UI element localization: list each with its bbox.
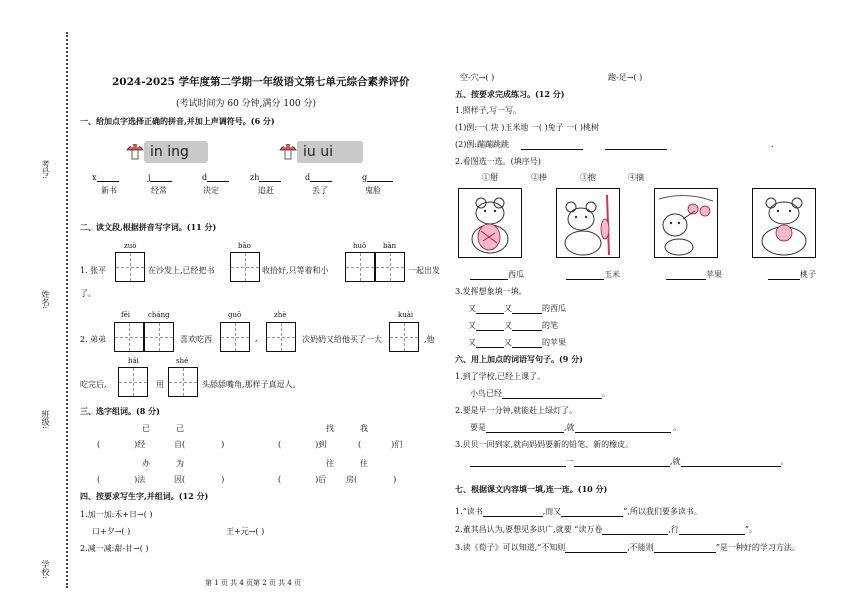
text-fill-1: 1.“读书 ,而又 ”,所以我们要多读书。	[455, 507, 702, 516]
writing-grid[interactable]	[118, 367, 148, 397]
name-label: 姓名:	[41, 290, 50, 309]
section3-heading: 三、选字组词。(8 分)	[80, 406, 160, 416]
task-2: 2.看图选一选。(填序号)	[455, 157, 541, 166]
section7-heading: 七、根据课文内容填一填,连一连。(10 分)	[455, 484, 608, 494]
section6-heading: 六、用上加点的词语写句子。(9 分)	[455, 354, 583, 364]
passage-line-1d: 一起出发	[408, 266, 440, 275]
text-fill-3: 3.读《荀子》可以知道,“不知则 ,不能则 ”是一种好的学习方法。	[455, 543, 800, 552]
example-2: (2)例:蹦蹦跳跳 .	[455, 140, 774, 149]
char-option: 住	[360, 459, 368, 468]
mushroom-icon	[126, 141, 144, 161]
option-2: ②捧	[531, 173, 547, 182]
pinyin-kuai: kuài	[398, 311, 414, 319]
option-4: ④摘	[628, 173, 644, 182]
word-1: 新书	[101, 186, 117, 195]
char-option: 办	[142, 459, 150, 468]
writing-grid[interactable]	[144, 322, 174, 352]
sentence-2-answer: 要是 ,就 。	[470, 423, 682, 432]
pinyin-chang: cháng	[148, 311, 170, 319]
passage-line-2b: 喜欢吃西	[180, 335, 212, 344]
char-sub-3: 跑-足→( )	[608, 73, 643, 82]
word-2: 经常	[151, 186, 167, 195]
char-option: 已	[142, 424, 150, 433]
char-option: 己	[176, 424, 184, 433]
sentence-1: 1.到了学校,已经上课了。	[455, 372, 546, 381]
class-label: 班级:	[41, 410, 50, 429]
pinyin-zhe: zhè	[274, 311, 287, 319]
section1-heading: 一、给加点字选择正确的拼音,并加上声调符号。(6 分)	[80, 116, 275, 126]
imag-line-1: 又 又 的西瓜	[468, 304, 566, 313]
fill-word: 自( )	[174, 440, 225, 449]
fill-word: ( )到	[278, 440, 327, 449]
bear-peach-picture	[752, 188, 816, 258]
sentence-2: 2.要是早一分钟,就能赶上绿灯了。	[455, 406, 578, 415]
fill-word: 因( )	[174, 475, 225, 484]
pinyin-she: shé	[176, 357, 189, 365]
pinyin-hai: hái	[128, 357, 139, 365]
monkey-apple-picture	[654, 188, 718, 258]
writing-grid[interactable]	[220, 322, 250, 352]
mushroom-icon	[279, 141, 297, 161]
passage-line-2c: ,	[255, 334, 258, 343]
option-1: ①掰	[482, 173, 498, 182]
pinyin-choice-iu-ui: iu ui	[297, 141, 363, 163]
fill-word: ( )们	[358, 440, 403, 449]
blank-3: d	[202, 172, 229, 182]
passage-line-1a: 1. 张平	[80, 266, 107, 275]
option-3: ③抱	[580, 173, 596, 182]
char-sub-2: 空-穴→( )	[460, 73, 495, 82]
pinyin-choice-in-ing: in ing	[144, 141, 208, 163]
blank-6: g	[362, 172, 393, 182]
school-label: 学校:	[41, 560, 50, 579]
char-option: 我	[360, 424, 368, 433]
imag-line-2: 又 又 的笔	[468, 321, 558, 330]
pinyin-huo: huǒ	[353, 242, 367, 250]
writing-grid[interactable]	[114, 322, 144, 352]
fill-word: 房( )	[346, 475, 397, 484]
writing-grid[interactable]	[375, 252, 405, 282]
fruit-blank-4: 桃子	[768, 269, 816, 280]
fruit-blank-2: 玉米	[566, 269, 620, 280]
example-1: (1)例:一( 块 )玉米地 一( )兔子 一( )桃树	[455, 123, 600, 132]
passage-line-2e: ,他	[424, 335, 435, 344]
char-option: 往	[326, 459, 334, 468]
sentence-1-answer: 小鸟已经 。	[470, 389, 610, 398]
writing-grid[interactable]	[389, 322, 419, 352]
blank-4: zh	[250, 172, 281, 182]
writing-grid[interactable]	[115, 252, 145, 282]
passage-line-2a: 2. 弟弟	[80, 335, 107, 344]
writing-grid[interactable]	[266, 322, 296, 352]
char-sub-1: 2.减一减:甜-甘→( )	[80, 544, 149, 553]
blank-2: j	[148, 172, 172, 182]
passage-line-3b: 用	[156, 380, 164, 389]
section2-heading: 二、读文段,根据拼音写字词。(11 分)	[80, 222, 217, 232]
task-3: 3.发挥想象填一填。	[455, 287, 527, 296]
word-6: 鬼脸	[365, 186, 381, 195]
passage-line-3c: 头舔舔嘴角,那样子真逗人。	[202, 380, 301, 389]
bear-corn-picture	[556, 188, 620, 258]
passage-line-1e: 了。	[80, 289, 96, 298]
char-option: 为	[176, 459, 184, 468]
writing-grid[interactable]	[345, 252, 375, 282]
exam-number-label: 考号:	[41, 160, 50, 179]
passage-line-3a: 吃完后,	[80, 380, 107, 389]
section4-heading: 四、按要求写生字,并组词。(12 分)	[80, 491, 209, 501]
fill-word: ( )后	[278, 475, 327, 484]
binding-line	[66, 32, 68, 588]
char-add-2: 口+夕→( )	[92, 527, 131, 536]
page-subtitle: (考试时间为 60 分钟,满分 100 分)	[176, 99, 316, 109]
task-1: 1.照样子,写一写。	[455, 106, 522, 115]
writing-grid[interactable]	[168, 367, 198, 397]
word-4: 追赶	[258, 186, 274, 195]
blank-1: x	[92, 172, 119, 182]
pinyin-bao: bǎo	[238, 242, 251, 250]
pinyin-guo: guō	[228, 311, 242, 319]
writing-grid[interactable]	[230, 252, 260, 282]
sentence-3-answer: 一 ,就 。	[470, 456, 789, 467]
pinyin-fei: fēi	[121, 311, 130, 319]
word-5: 丢了	[312, 186, 328, 195]
word-3: 决定	[203, 186, 219, 195]
fruit-blank-3: 苹果	[666, 269, 722, 280]
blank-5: d	[305, 172, 332, 182]
char-option: 找	[326, 424, 334, 433]
char-add-3: 王+元→( )	[226, 527, 265, 536]
section5-heading: 五、按要求完成练习。(12 分)	[455, 89, 565, 99]
page-title: 2024-2025 学年度第二学期一年级语文第七单元综合素养评价	[112, 76, 410, 88]
passage-line-1c: 收拾好,只等着和小	[262, 266, 329, 275]
fill-word: ( )法	[97, 475, 146, 484]
text-fill-2: 2.董其昌认为,要想见多识广,就要 “读万卷 ,行 ”。	[455, 525, 757, 534]
char-add-1: 1.加一加:禾+日→( )	[80, 510, 153, 519]
passage-line-1b: 在沙发上,已经把书	[148, 266, 215, 275]
imag-line-3: 又 又 的苹果	[468, 338, 566, 347]
passage-line-2d: 次奶奶又给他买了一大	[302, 335, 382, 344]
fill-word: ( )经	[97, 440, 146, 449]
pinyin-ban: bàn	[383, 242, 397, 250]
fruit-blank-1: 西瓜	[470, 269, 524, 280]
pinyin-zuo: zuò	[124, 242, 137, 250]
bear-watermelon-picture	[458, 188, 522, 258]
page-footer: 第 1 页 共 4 页第 2 页 共 4 页	[205, 579, 302, 587]
sentence-3: 3.贝贝一回到家,就向妈妈要新的铅笔、新的橡皮。	[455, 440, 634, 449]
